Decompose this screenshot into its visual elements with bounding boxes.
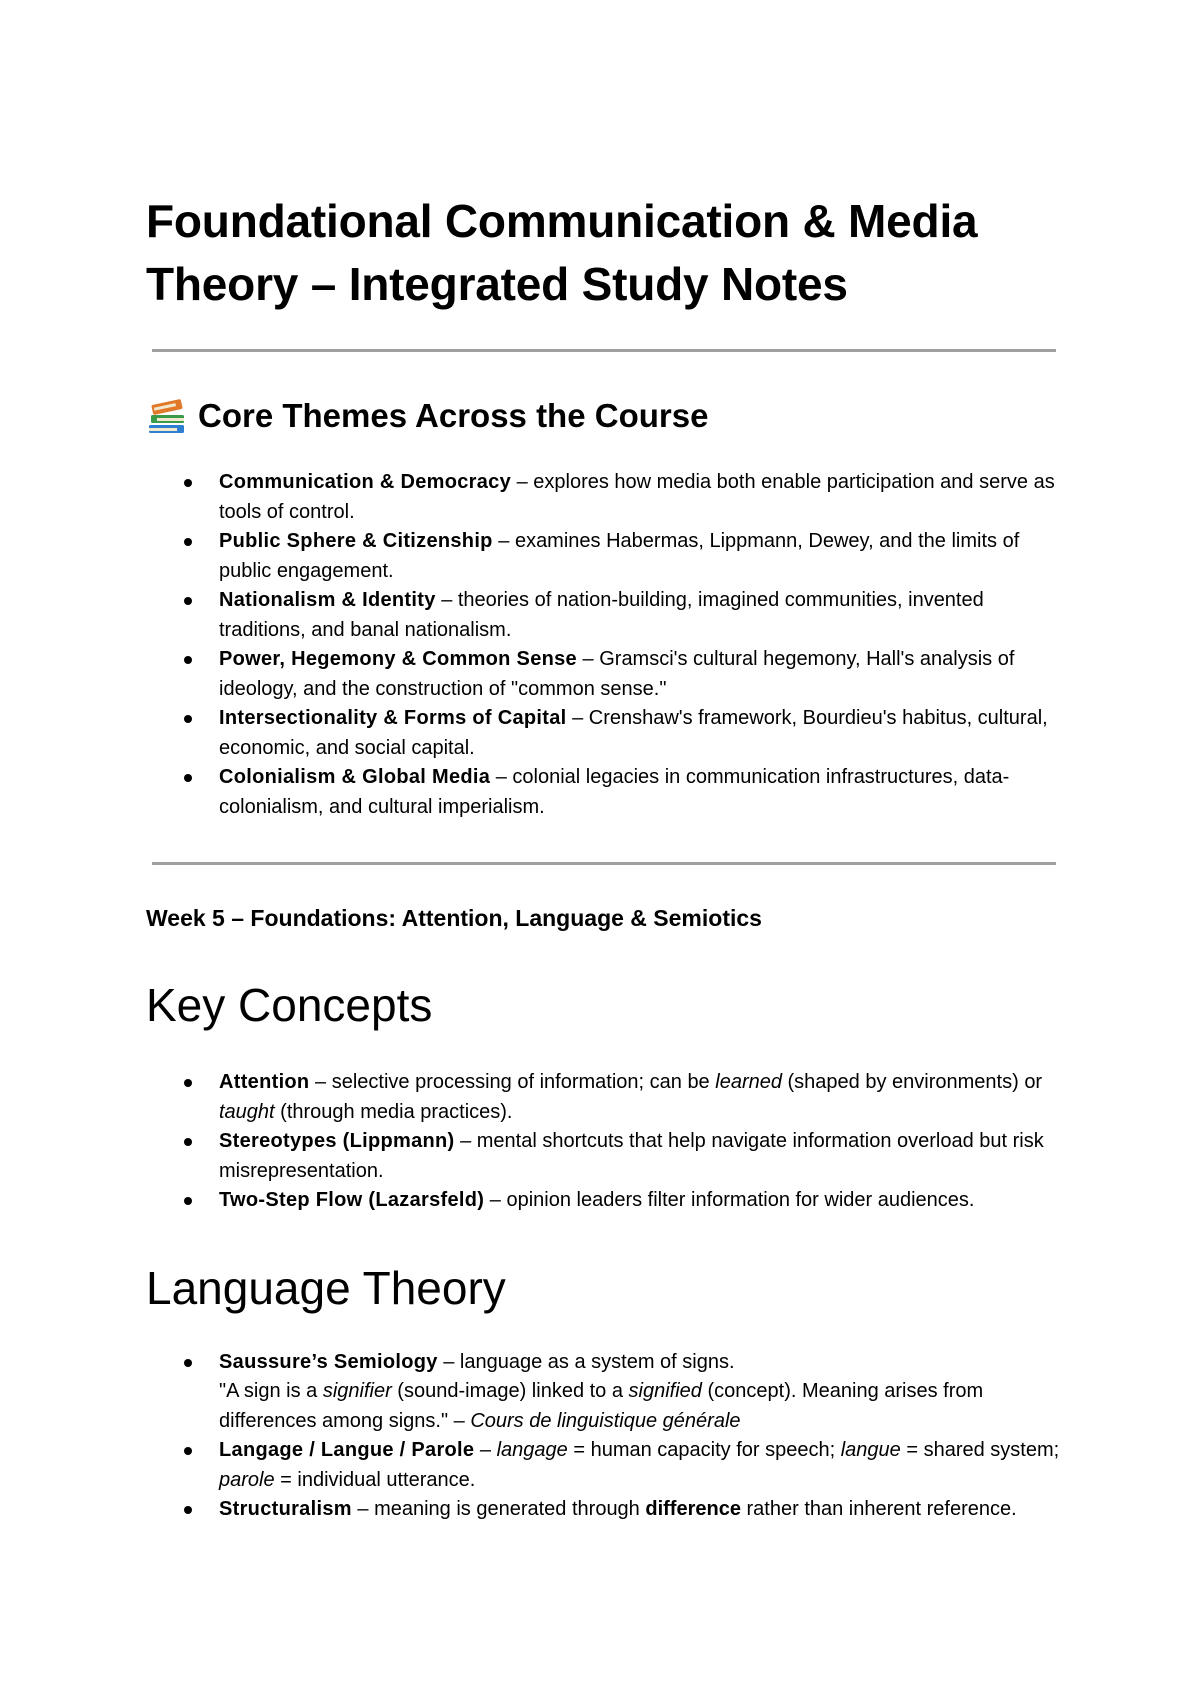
title-line-1: Foundational Communication & Media <box>146 195 978 247</box>
theme-text: – Gramsci's cultural hegemony, Hall's analysis of ideology, and the construction of "common sense." <box>219 648 1015 700</box>
title-line-2: Theory – Integrated Study Notes <box>146 258 848 310</box>
concept-term: Stereotypes (Lippmann) <box>219 1130 455 1152</box>
theme-text: – theories of nation-building, imagined communities, invented traditions, and banal nationalism. <box>219 589 984 641</box>
italic-text: parole <box>219 1468 275 1491</box>
language-theory-heading: Language Theory <box>146 1261 506 1314</box>
theme-text: – Crenshaw's framework, Bourdieu's habitus, cultural, economic, and social capital. <box>219 707 1048 759</box>
list-item <box>146 1068 1066 1127</box>
language-theory-list <box>146 1348 1066 1525</box>
concept-text: = individual utterance. <box>274 1468 476 1491</box>
books-icon <box>146 396 188 436</box>
list-item <box>146 1186 1066 1216</box>
list-item <box>146 468 1066 527</box>
italic-text: langue <box>840 1439 901 1461</box>
italic-text: signifier <box>322 1380 392 1402</box>
concept-term: Structuralism <box>219 1498 352 1520</box>
concept-text: – <box>474 1439 497 1461</box>
theme-term: Nationalism & Identity <box>219 589 436 611</box>
list-item <box>146 704 1066 763</box>
list-item <box>146 645 1066 704</box>
list-item <box>146 1348 1066 1437</box>
horizontal-divider <box>152 349 1056 352</box>
core-themes-list <box>146 468 1066 822</box>
bold-text: difference <box>645 1498 741 1520</box>
concept-text: – meaning is generated through <box>351 1498 646 1520</box>
list-item <box>146 1127 1066 1186</box>
list-item <box>146 527 1066 586</box>
list-item <box>146 1495 1066 1525</box>
key-concepts-heading: Key Concepts <box>146 979 433 1031</box>
quote-text: (sound-image) linked to a <box>391 1380 629 1402</box>
week-5-heading: Week 5 – Foundations: Attention, Language & Semiotics <box>146 905 762 931</box>
italic-text: taught <box>219 1100 275 1123</box>
theme-term: Power, Hegemony & Common Sense <box>219 648 577 670</box>
theme-term: Intersectionality & Forms of Capital <box>219 707 567 729</box>
core-themes-heading <box>146 396 1066 436</box>
italic-text: langage <box>496 1439 568 1461</box>
theme-text: – examines Habermas, Lippmann, Dewey, and the limits of public engagement. <box>219 530 1020 582</box>
list-item <box>146 1436 1066 1495</box>
horizontal-divider <box>152 862 1056 865</box>
quote-text: "A sign is a <box>219 1380 323 1402</box>
list-item <box>146 763 1066 822</box>
document-body <box>146 190 1066 1525</box>
theme-text: – colonial legacies in communication infrastructures, data-colonialism, and cultural imperialism. <box>219 766 1010 818</box>
concept-text: = shared system; <box>900 1439 1060 1461</box>
theme-text: – explores how media both enable participation and serve as tools of control. <box>219 471 1055 523</box>
concept-text: – language as a system of signs. <box>437 1350 735 1373</box>
theme-term: Colonialism & Global Media <box>219 766 491 788</box>
document-title <box>146 190 1066 316</box>
concept-text: – opinion leaders filter information for wider audiences. <box>484 1189 975 1211</box>
concept-text: – selective processing of information; can be <box>309 1071 716 1093</box>
concept-term: Saussure’s Semiology <box>219 1350 438 1373</box>
concept-term: Langage / Langue / Parole <box>219 1439 475 1461</box>
concept-text: – mental shortcuts that help navigate information overload but risk misrepresentation. <box>219 1130 1044 1182</box>
concept-text: (through media practices). <box>274 1100 513 1123</box>
list-item <box>146 586 1066 645</box>
italic-text: learned <box>715 1071 782 1093</box>
concept-term: Two-Step Flow (Lazarsfeld) <box>219 1189 485 1211</box>
key-concepts-list <box>146 1068 1066 1216</box>
concept-term: Attention <box>219 1071 310 1093</box>
quote-text: (concept). Meaning arises from differences among signs." – <box>219 1380 984 1432</box>
italic-text: signified <box>628 1380 702 1402</box>
theme-term: Communication & Democracy <box>219 471 512 493</box>
source-title: Cours de linguistique générale <box>470 1409 741 1432</box>
concept-text: = human capacity for speech; <box>567 1439 841 1461</box>
core-themes-heading-text: Core Themes Across the Course <box>198 397 709 434</box>
theme-term: Public Sphere & Citizenship <box>219 530 493 552</box>
concept-text: (shaped by environments) or <box>781 1071 1043 1093</box>
concept-text: rather than inherent reference. <box>740 1498 1017 1520</box>
